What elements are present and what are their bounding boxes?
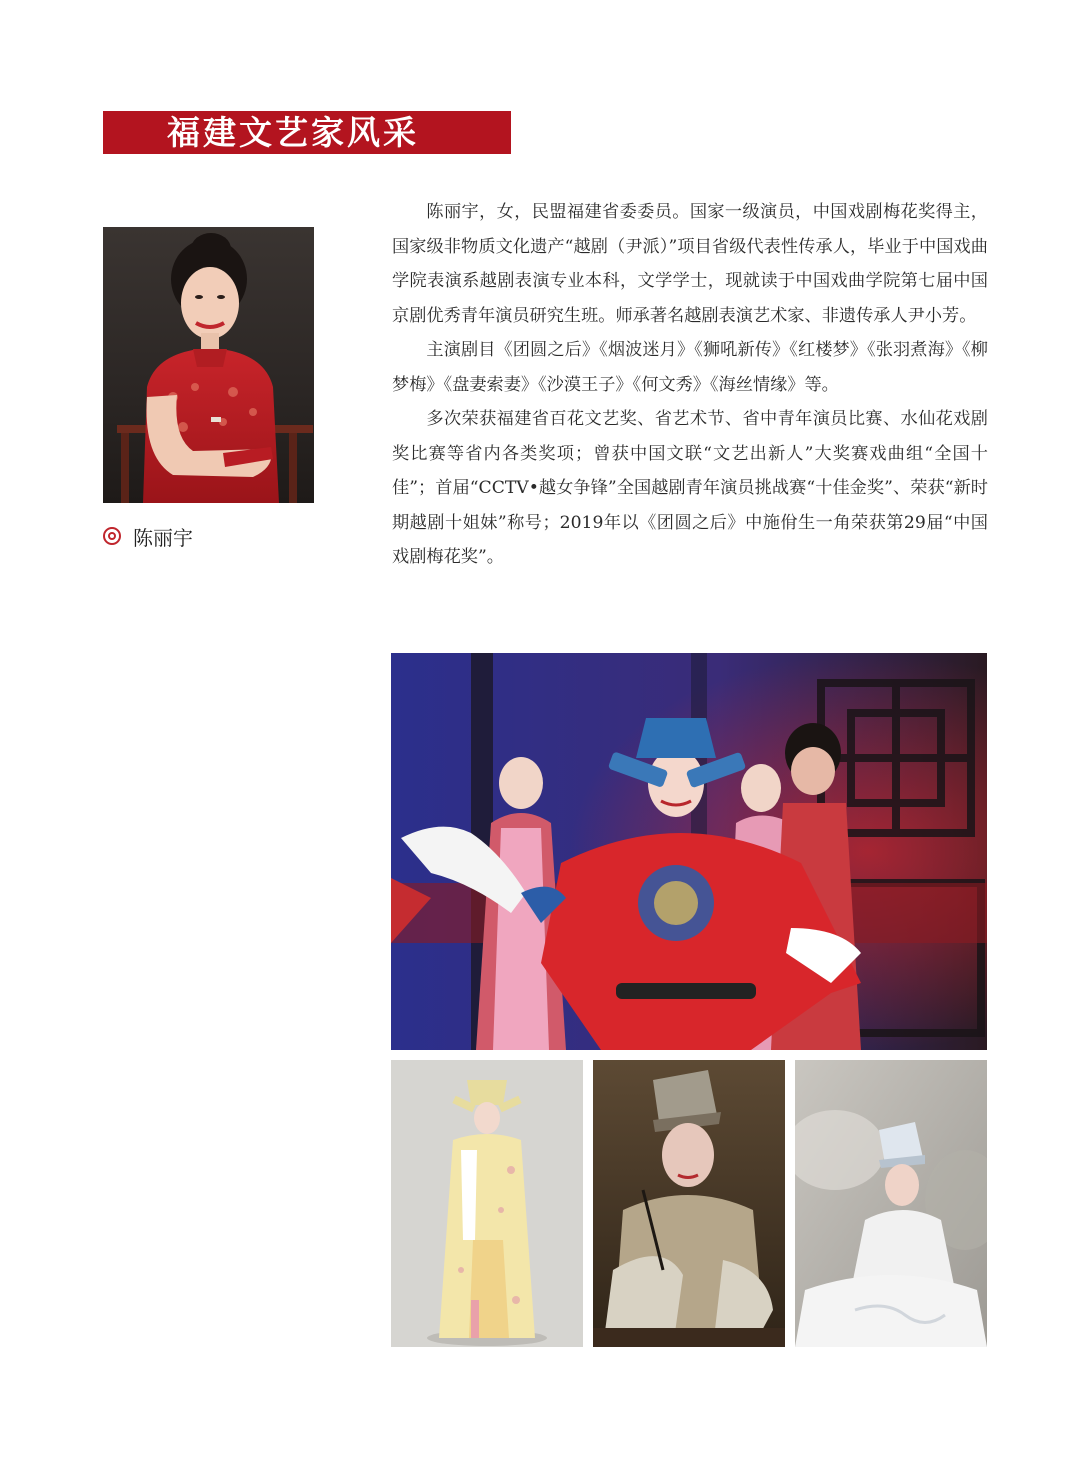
white-robe-photo (795, 1060, 987, 1347)
white-robe-illustration (795, 1060, 987, 1347)
bio-paragraph-1: 陈丽宇，女，民盟福建省委委员。国家一级演员，中国戏剧梅花奖得主，国家级非物质文化遗产“越剧（尹派）”项目省级代表性传承人，毕业于中国戏曲学院表演系越剧表演专业本科，文学学士，现就读于中国戏曲学院第七届中国京剧优秀青年演员研究生班。师承著名越剧表演艺术家、非遗传承人尹小芳。 (392, 202, 988, 326)
portrait-caption-name: 陈丽宇 (133, 525, 193, 550)
section-title-banner (103, 111, 511, 154)
section-title: 福建文艺家风采 (167, 113, 419, 152)
portrait-caption (103, 521, 193, 551)
portrait-photo (103, 227, 314, 503)
bio-paragraph-2: 主演剧目《团圆之后》《烟波迷月》《狮吼新传》《红楼梦》《张羽煮海》《柳梦梅》《盘妻索妻》《沙漠王子》《何文秀》《海丝情缘》等。 (392, 340, 988, 395)
double-circle-icon (103, 527, 121, 545)
biography-text (392, 195, 988, 575)
bio-paragraph-3: 多次荣获福建省百花文艺奖、省艺术节、省中青年演员比赛、水仙花戏剧奖比赛等省内各类奖项；曾获中国文联“文艺出新人”大奖赛戏曲组“全国十佳”；首届“CCTV•越女争锋”全国越剧青年演员挑战赛“十佳金奖”、荣获“新时期越剧十姐妹”称号；2019年以《团圆之后》中施佾生一角荣获第29届“中国戏剧梅花奖”。 (392, 409, 988, 567)
yellow-robe-illustration (391, 1060, 583, 1347)
costume-photo-yellow (391, 1060, 583, 1347)
portrait-illustration (103, 227, 314, 503)
stage-illustration (391, 653, 987, 1050)
stage-performance-photo (391, 653, 987, 1050)
calligraphy-illustration (593, 1060, 785, 1347)
calligraphy-photo (593, 1060, 785, 1347)
